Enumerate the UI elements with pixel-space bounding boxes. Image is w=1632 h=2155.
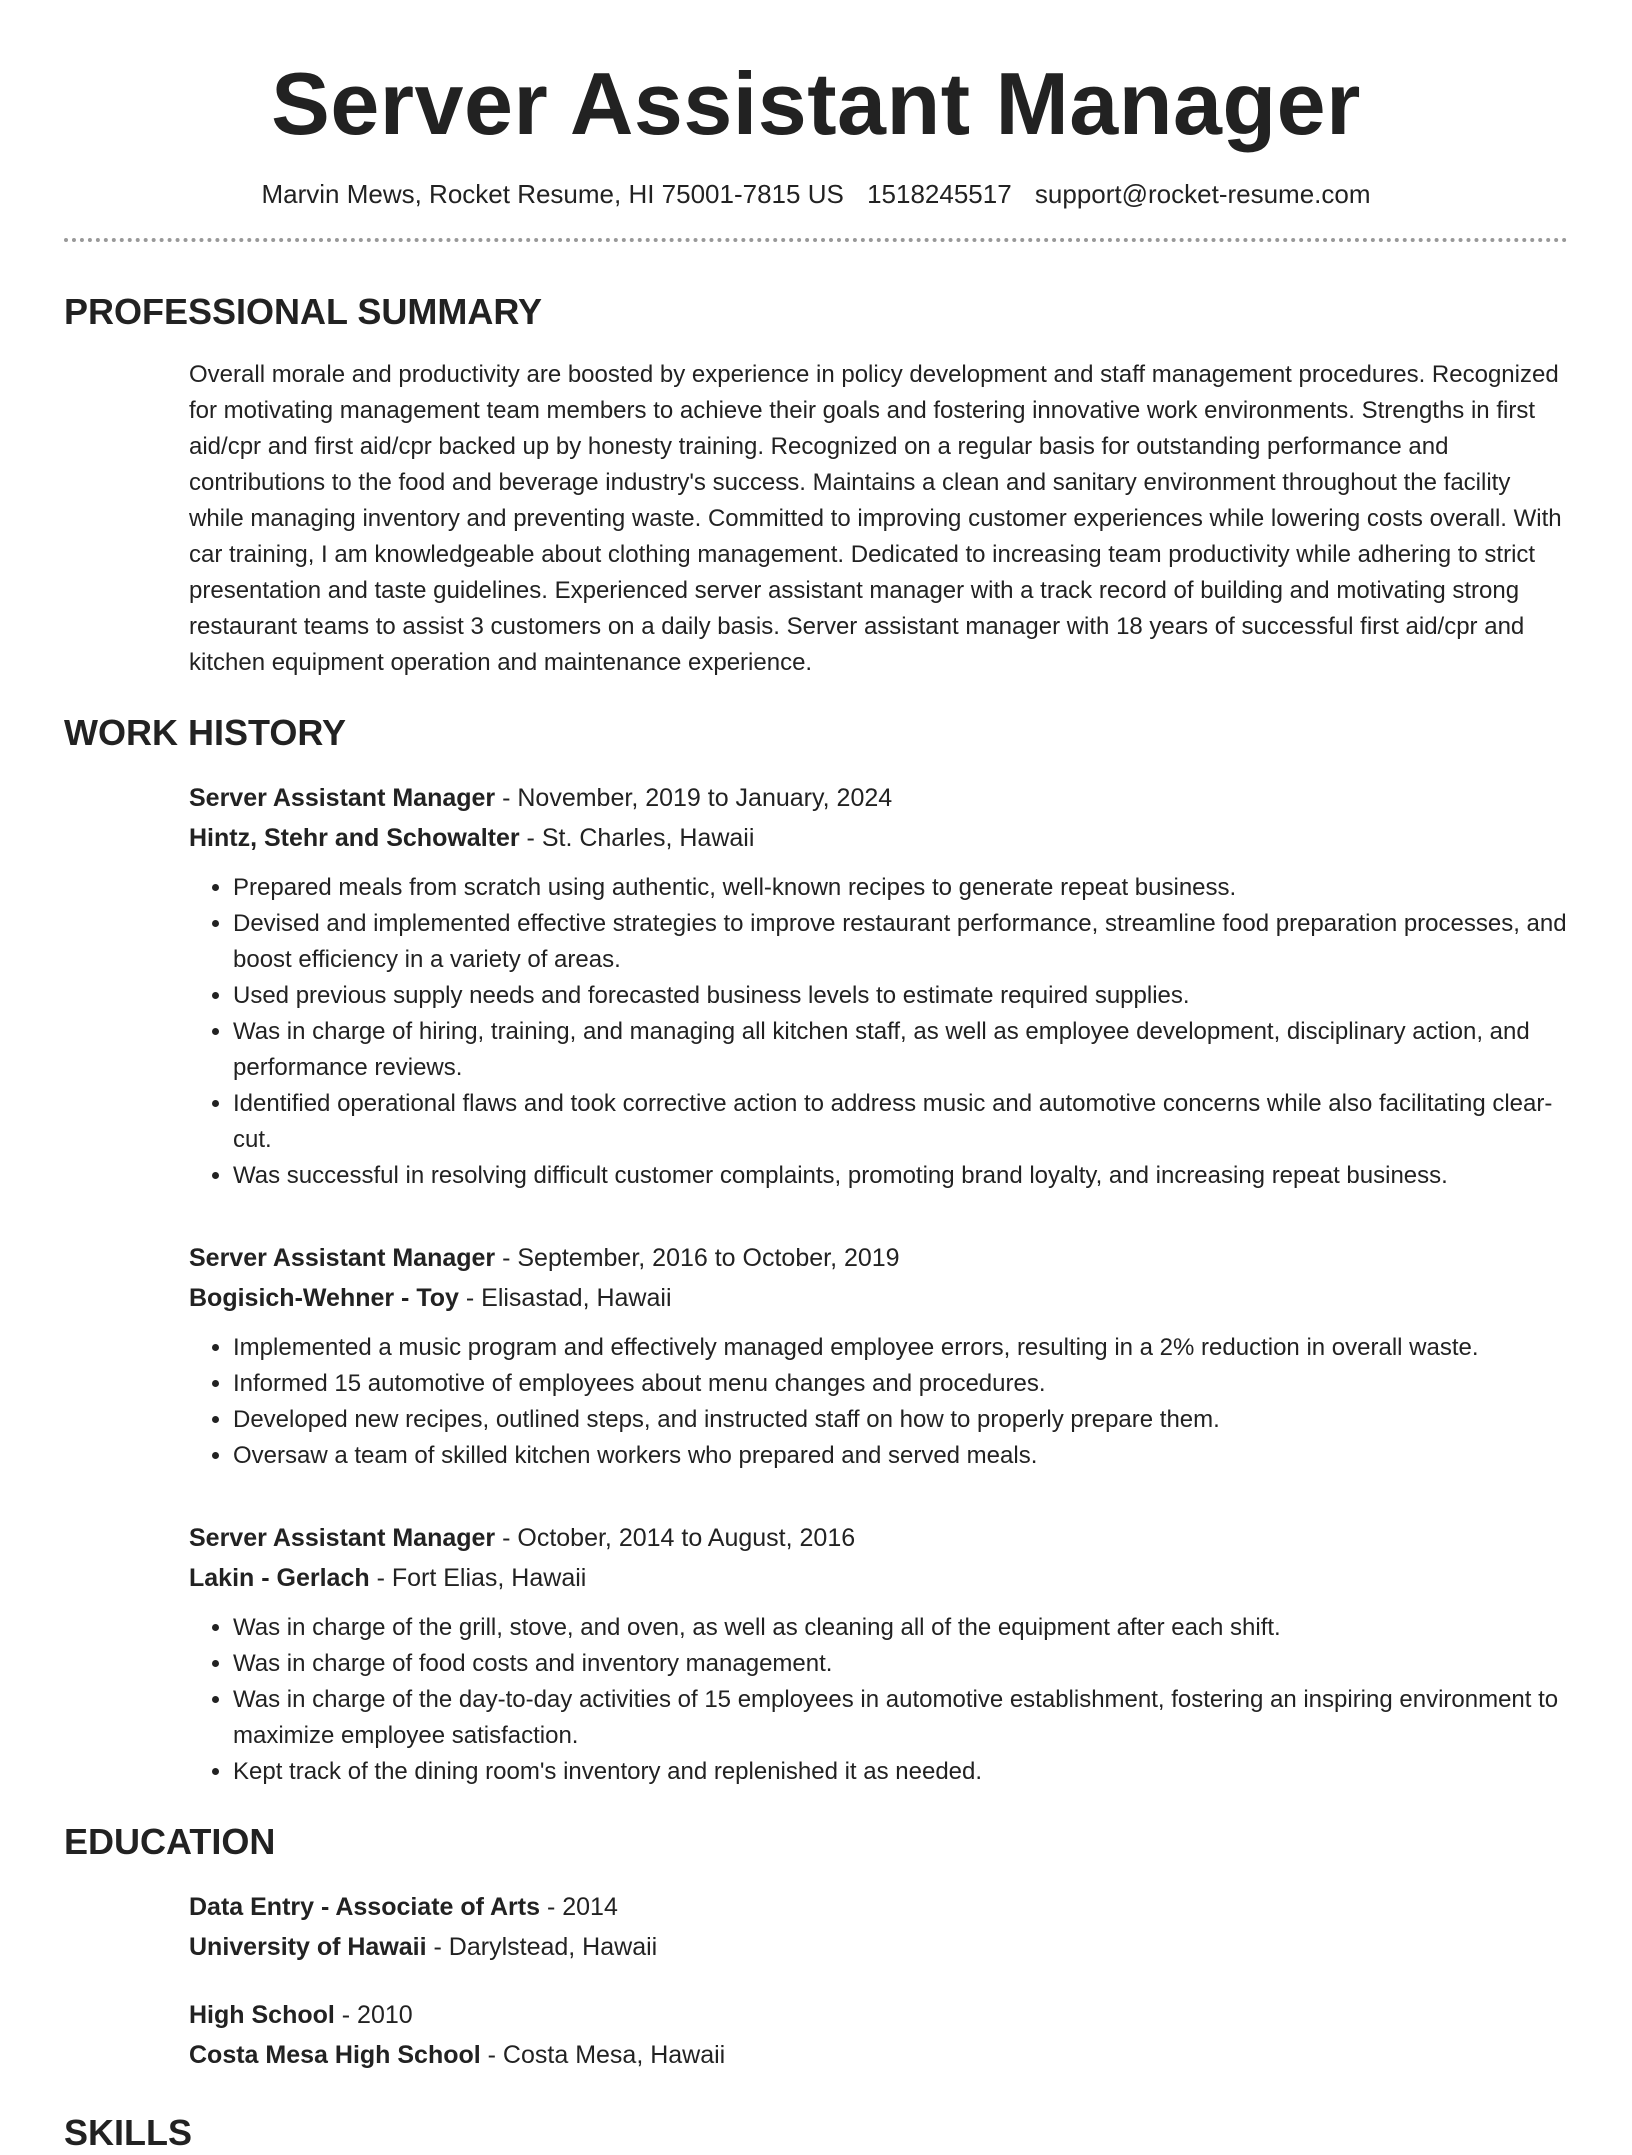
list-item: • Was in charge of the day-to-day activities of 15 employees in automotive establishment, fostering an inspiring environment to maximize employee satisfaction. <box>233 1682 1568 1754</box>
contact-email: support@rocket-resume.com <box>1034 178 1371 209</box>
job-title-line <box>189 1238 1568 1278</box>
list-item: • Prepared meals from scratch using authentic, well-known recipes to generate repeat business. <box>233 870 1568 906</box>
job-role: Server Assistant Manager <box>189 1244 496 1273</box>
contact-line <box>64 179 1568 210</box>
education-school-line <box>189 1927 1568 1967</box>
job-entry <box>189 778 1568 1194</box>
education-degree: High School <box>189 2001 335 2030</box>
education-school: University of Hawaii <box>189 1933 427 1962</box>
education-school-line <box>189 2035 1568 2075</box>
list-item: • Oversaw a team of skilled kitchen workers who prepared and served meals. <box>233 1438 1568 1474</box>
candidate-name: Server Assistant Manager <box>271 54 1361 153</box>
job-bullets <box>189 870 1568 1194</box>
job-company-line <box>189 818 1568 858</box>
education-location: - Costa Mesa, Hawaii <box>480 2041 726 2070</box>
list-item: • Kept track of the dining room's inventory and replenished it as needed. <box>233 1754 1568 1790</box>
education-section <box>189 1887 1568 2075</box>
header-divider <box>64 238 1568 242</box>
job-bullets <box>189 1610 1568 1790</box>
job-title-line <box>189 778 1568 818</box>
education-entry <box>189 1887 1568 1967</box>
education-heading: EDUCATION <box>64 1821 276 1863</box>
education-school: Costa Mesa High School <box>189 2041 481 2070</box>
summary-text: Overall morale and productivity are boosted by experience in policy development and staff management procedures. Recognized for motivating management team members to achieve their goals and fostering innovative work environments. Strengths in first aid/cpr and first aid/cpr backed up by honesty training. Recognized on a regular basis for outstanding performance and contributions to the food and beverage industry's success. Maintains a clean and sanitary environment throughout the facility while managing inventory and preventing waste. Committed to improving customer experiences while lowering costs overall. With car training, I am knowledgeable about clothing management. Dedicated to increasing team productivity while adhering to strict presentation and taste guidelines. Experienced server assistant manager with a track record of building and motivating strong restaurant teams to assist 3 customers on a daily basis. Server assistant manager with 18 years of successful first aid/cpr and kitchen equipment operation and maintenance experience. <box>189 360 1562 676</box>
work-history-section <box>189 778 1568 1790</box>
education-location: - Darylstead, Hawaii <box>426 1933 658 1962</box>
job-location: - Fort Elias, Hawaii <box>369 1564 587 1593</box>
contact-phone: 1518245517 <box>867 178 1012 209</box>
job-role: Server Assistant Manager <box>189 1524 496 1553</box>
education-degree-line <box>189 1887 1568 1927</box>
list-item: • Used previous supply needs and forecasted business levels to estimate required supplies. <box>233 978 1568 1014</box>
skills-heading: SKILLS <box>64 2112 193 2154</box>
education-degree: Data Entry - Associate of Arts <box>189 1893 541 1922</box>
list-item: • Identified operational flaws and took corrective action to address music and automotive concerns while also facilitating clear-cut. <box>233 1086 1568 1158</box>
education-year: - 2014 <box>540 1893 618 1922</box>
job-company-line <box>189 1558 1568 1598</box>
job-location: - Elisastad, Hawaii <box>458 1284 672 1313</box>
job-dates: - October, 2014 to August, 2016 <box>495 1524 856 1553</box>
job-entry <box>189 1238 1568 1474</box>
list-item: • Was in charge of food costs and inventory management. <box>233 1646 1568 1682</box>
education-year: - 2010 <box>334 2001 413 2030</box>
job-role: Server Assistant Manager <box>189 784 496 813</box>
summary-section <box>189 357 1568 681</box>
list-item: • Was in charge of hiring, training, and managing all kitchen staff, as well as employee development, disciplinary action, and performance reviews. <box>233 1014 1568 1086</box>
list-item: • Informed 15 automotive of employees about menu changes and procedures. <box>233 1366 1568 1402</box>
resume-header <box>64 0 1568 210</box>
list-item: • Implemented a music program and effectively managed employee errors, resulting in a 2% reduction in overall waste. <box>233 1330 1568 1366</box>
list-item: • Was in charge of the grill, stove, and oven, as well as cleaning all of the equipment after each shift. <box>233 1610 1568 1646</box>
list-item: • Devised and implemented effective strategies to improve restaurant performance, streamline food preparation processes, and boost efficiency in a variety of areas. <box>233 906 1568 978</box>
job-company-line <box>189 1278 1568 1318</box>
job-company: Lakin - Gerlach <box>189 1564 370 1593</box>
job-dates: - September, 2016 to October, 2019 <box>495 1244 900 1273</box>
job-company: Hintz, Stehr and Schowalter <box>189 824 520 853</box>
work-history-heading: WORK HISTORY <box>64 711 347 753</box>
job-company: Bogisich-Wehner - Toy <box>189 1284 459 1313</box>
job-entry <box>189 1518 1568 1790</box>
list-item: • Developed new recipes, outlined steps, and instructed staff on how to properly prepare them. <box>233 1402 1568 1438</box>
education-entry <box>189 1995 1568 2075</box>
job-bullets <box>189 1330 1568 1474</box>
job-location: - St. Charles, Hawaii <box>519 824 755 853</box>
contact-address: Marvin Mews, Rocket Resume, HI 75001-7815 US <box>261 178 844 209</box>
list-item: • Was successful in resolving difficult customer complaints, promoting brand loyalty, and increasing repeat business. <box>233 1158 1568 1194</box>
job-title-line <box>189 1518 1568 1558</box>
education-degree-line <box>189 1995 1568 2035</box>
summary-heading: PROFESSIONAL SUMMARY <box>64 290 543 332</box>
job-dates: - November, 2019 to January, 2024 <box>495 784 893 813</box>
